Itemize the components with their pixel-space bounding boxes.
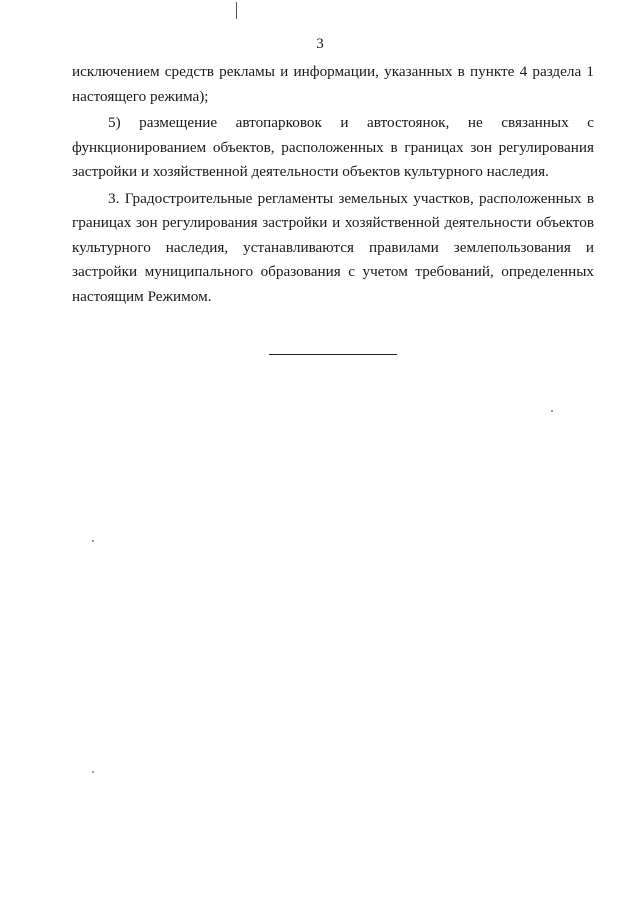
- end-divider-line: [269, 354, 397, 355]
- scan-artifact-mark: [236, 2, 237, 19]
- paragraph-continuation: исключением средств рекламы и информации, указанных в пункте 4 раздела 1 настоящего режима);: [72, 63, 594, 105]
- scan-speck: [92, 771, 94, 773]
- scan-speck: [92, 540, 94, 542]
- paragraph-item-5: 5) размещение автопарковок и автостоянок, не связанных с функционированием объектов, расположенных в границах зон регулирования застройки и хозяйственной деятельности объектов культурного наследия.: [72, 114, 594, 180]
- scan-speck: [551, 410, 553, 412]
- document-body: [72, 60, 594, 309]
- paragraph-section-3: 3. Градостроительные регламенты земельных участков, расположенных в границах зон регулирования застройки и хозяйственной деятельности объектов культурного наследия, устанавливаются правилами землепользования и застройки муниципального образования с учетом требований, определенных настоящим Режимом.: [72, 189, 594, 305]
- page-number: 3: [316, 36, 324, 52]
